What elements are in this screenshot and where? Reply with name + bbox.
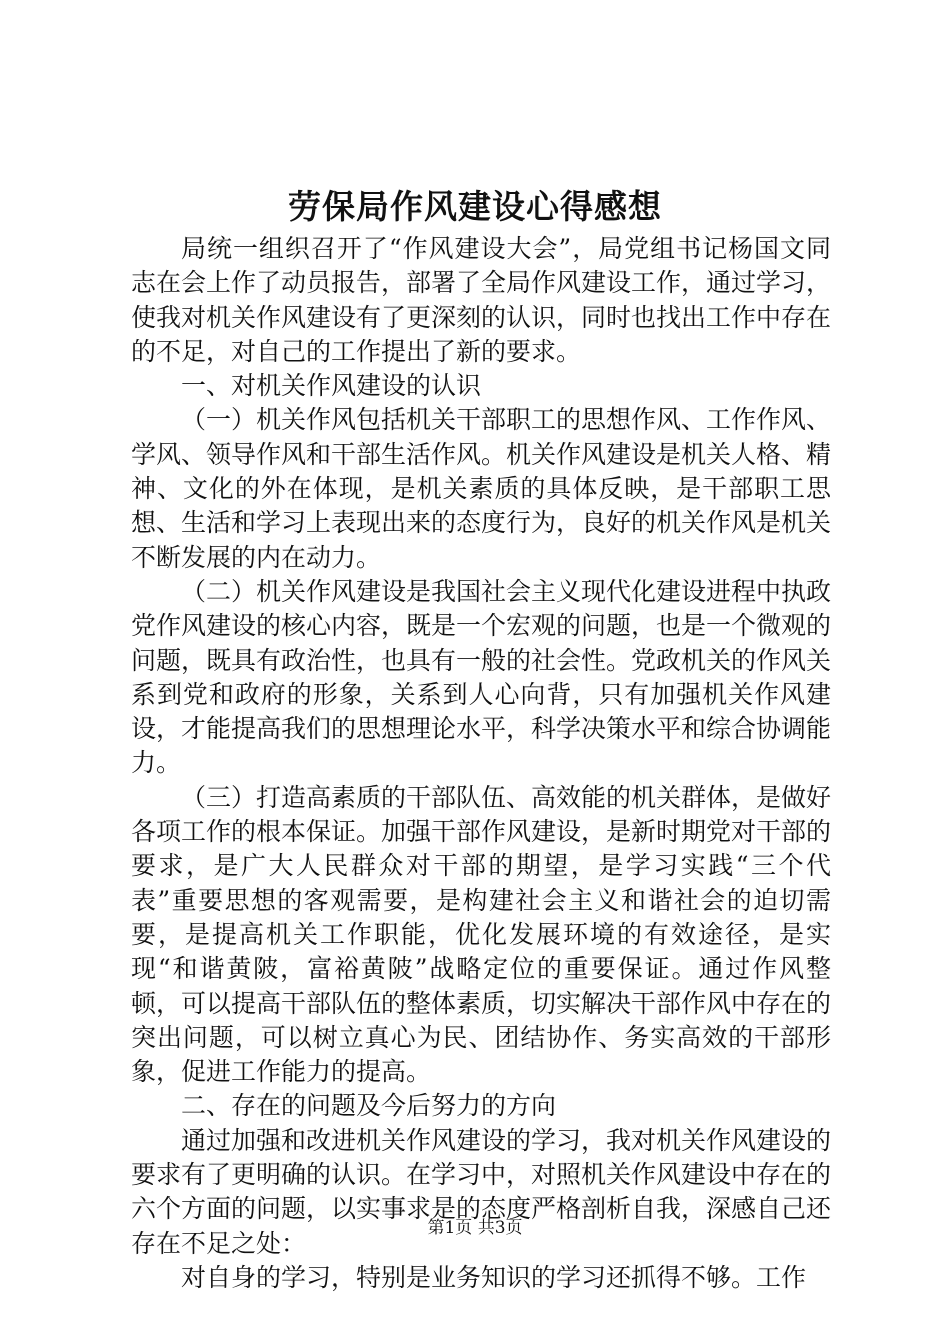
paragraph-point-1: （一）机关作风包括机关干部职工的思想作风、工作作风、学风、领导作风和干部生活作风。机关作风建设是机关人格、精神、文化的外在体现，是机关素质的具体反映，是干部职工思想、生活和学习上表现出来的态度行为，良好的机关作风是机关不断发展的内在动力。 [131, 405, 832, 572]
section-heading-1: 一、对机关作风建设的认识 [181, 371, 482, 401]
document-body [131, 232, 831, 1295]
page-footer: 第1页 共3页 [427, 1218, 523, 1238]
intro-paragraph: 局统一组织召开了“作风建设大会”，局党组书记杨国文同志在会上作了动员报告，部署了全局作风建设工作，通过学习，使我对机关作风建设有了更深刻的认识，同时也找出工作中存在的不足，对自己的工作提出了新的要求。 [131, 234, 832, 366]
document-title: 劳保局作风建设心得感想 [288, 187, 662, 226]
paragraph-point-3: （三）打造高素质的干部队伍、高效能的机关群体，是做好各项工作的根本保证。加强干部作风建设，是新时期党对干部的要求，是广大人民群众对干部的期望，是学习实践“三个代表”重要思想的客观需要，是构建社会主义和谐社会的迫切需要，是提高机关工作职能，优化发展环境的有效途径，是实现“和谐黄陂，富裕黄陂”战略定位的重要保证。通过作风整顿，可以提高干部队伍的整体素质，切实解决干部作风中存在的突出问题，可以树立真心为民、团结协作、务实高效的干部形象，促进工作能力的提高。 [131, 782, 832, 1087]
paragraph-problems: 通过加强和改进机关作风建设的学习，我对机关作风建设的要求有了更明确的认识。在学习中，对照机关作风建设中存在的六个方面的问题，以实事求是的态度严格剖析自我，深感自己还存在不足之处： [131, 1125, 832, 1258]
paragraph-point-2: （二）机关作风建设是我国社会主义现代化建设进程中执政党作风建设的核心内容，既是一个宏观的问题，也是一个微观的问题，既具有政治性，也具有一般的社会性。党政机关的作风关系到党和政府的形象，关系到人心向背，只有加强机关作风建设，才能提高我们的思想理论水平，科学决策水平和综合协调能力。 [131, 576, 832, 778]
section-heading-2: 二、存在的问题及今后努力的方向 [181, 1091, 557, 1121]
paragraph-study: 对自身的学习，特别是业务知识的学习还抓得不够。工作 [181, 1262, 807, 1292]
